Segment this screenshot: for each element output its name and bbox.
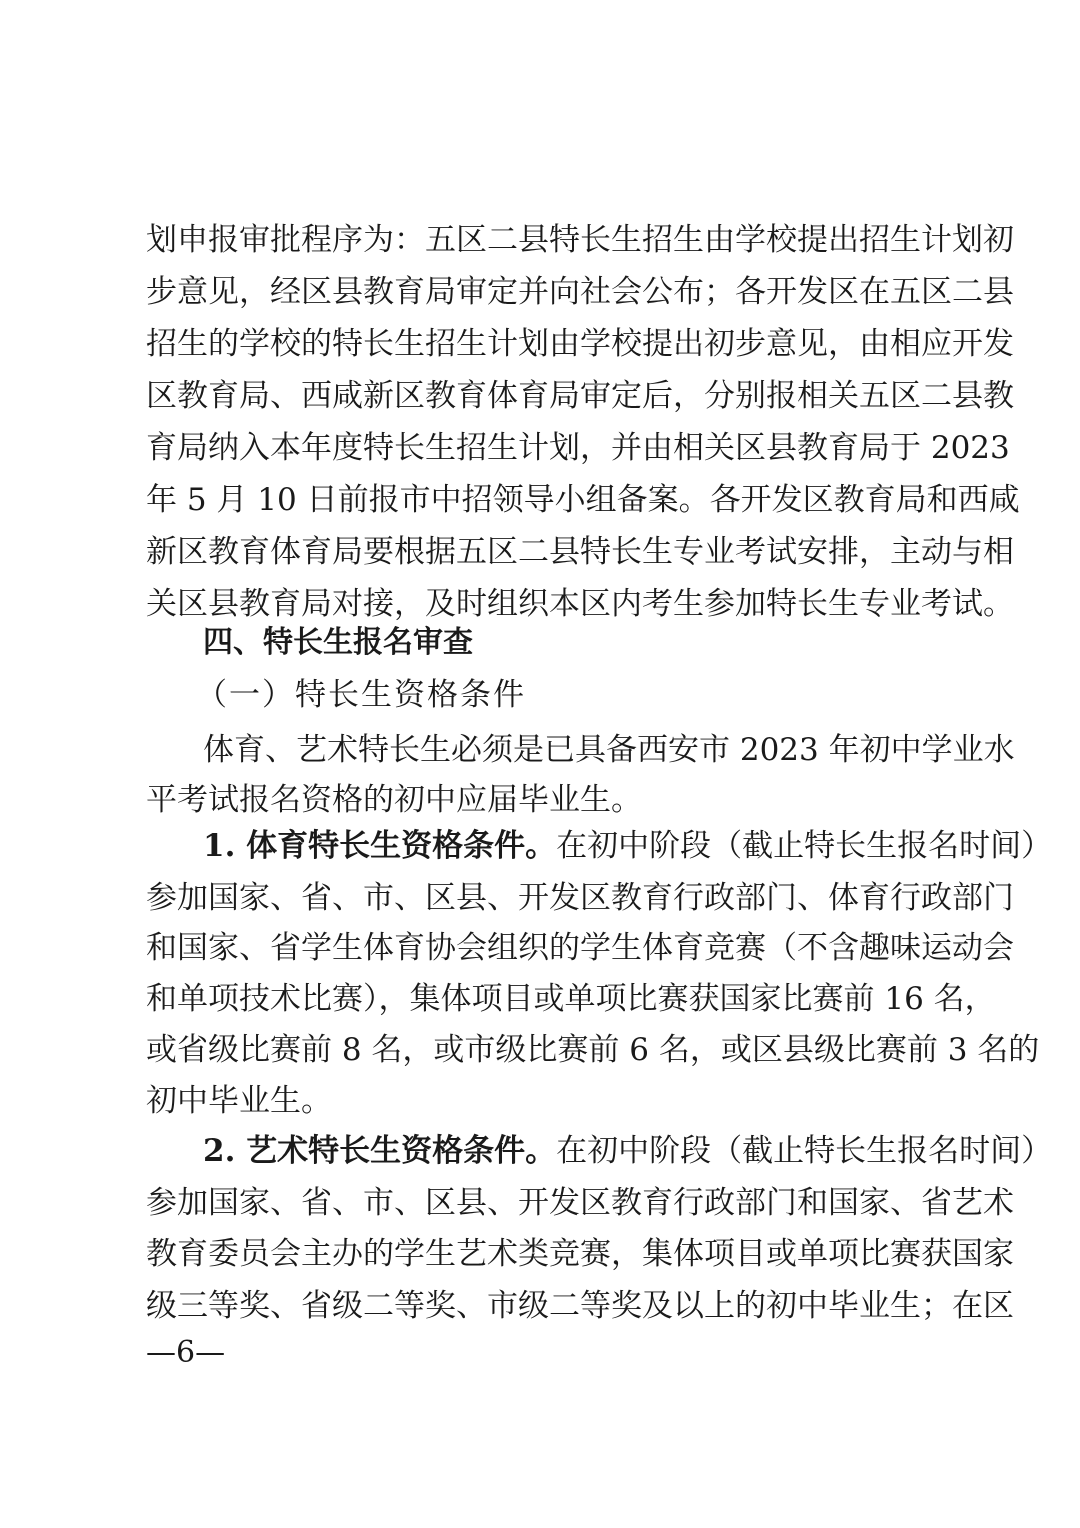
- text-line: 参加国家、省、市、区县、开发区教育行政部门和国家、省艺术: [146, 1185, 1014, 1221]
- text-line: 或省级比赛前 8 名，或市级比赛前 6 名，或区县级比赛前 3 名的: [146, 1032, 1040, 1068]
- text-line: 教育委员会主办的学生艺术类竞赛，集体项目或单项比赛获国家: [146, 1236, 1014, 1272]
- text-line: 和单项技术比赛），集体项目或单项比赛获国家比赛前 16 名，: [146, 981, 996, 1017]
- text-line: 步意见，经区县教育局审定并向社会公布；各开发区在五区二县: [146, 274, 1014, 310]
- text-line: 级三等奖、省级二等奖、市级二等奖及以上的初中毕业生；在区: [146, 1288, 1014, 1324]
- text-line: 平考试报名资格的初中应届毕业生。: [146, 782, 642, 818]
- text-line: 划申报审批程序为：五区二县特长生招生由学校提出招生计划初: [146, 222, 1014, 258]
- list-item-first-line: [203, 820, 1053, 872]
- text-line: 新区教育体育局要根据五区二县特长生专业考试安排，主动与相: [146, 534, 1014, 570]
- text-line: 区教育局、西咸新区教育体育局审定后，分别报相关五区二县教: [146, 378, 1014, 414]
- page-number: —6—: [146, 1335, 226, 1370]
- text-line: 和国家、省学生体育协会组织的学生体育竞赛（不含趣味运动会: [146, 930, 1014, 966]
- text-line: 年 5 月 10 日前报市中招领导小组备案。各开发区教育局和西咸: [146, 482, 1020, 518]
- text-line: 育局纳入本年度特长生招生计划，并由相关区县教育局于 2023: [146, 430, 1010, 466]
- text-line: 体育、艺术特长生必须是已具备西安市 2023 年初中学业水: [203, 732, 1015, 768]
- item-text: 在初中阶段（截止特长生报名时间）: [556, 828, 1053, 864]
- item-label: 1. 体育特长生资格条件。: [203, 828, 557, 864]
- item-text: 在初中阶段（截止特长生报名时间）: [556, 1133, 1053, 1169]
- item-label: 2. 艺术特长生资格条件。: [203, 1133, 557, 1169]
- text-line: 关区县教育局对接，及时组织本区内考生参加特长生专业考试。: [146, 586, 1014, 622]
- text-line: 招生的学校的特长生招生计划由学校提出初步意见，由相应开发: [146, 326, 1014, 362]
- list-item-first-line: [203, 1125, 1053, 1177]
- text-line: 初中毕业生。: [146, 1083, 332, 1119]
- text-line: 参加国家、省、市、区县、开发区教育行政部门、体育行政部门: [146, 880, 1014, 916]
- section-heading: 四、特长生报名审查: [203, 625, 473, 660]
- subsection-heading: （一）特长生资格条件: [196, 677, 526, 713]
